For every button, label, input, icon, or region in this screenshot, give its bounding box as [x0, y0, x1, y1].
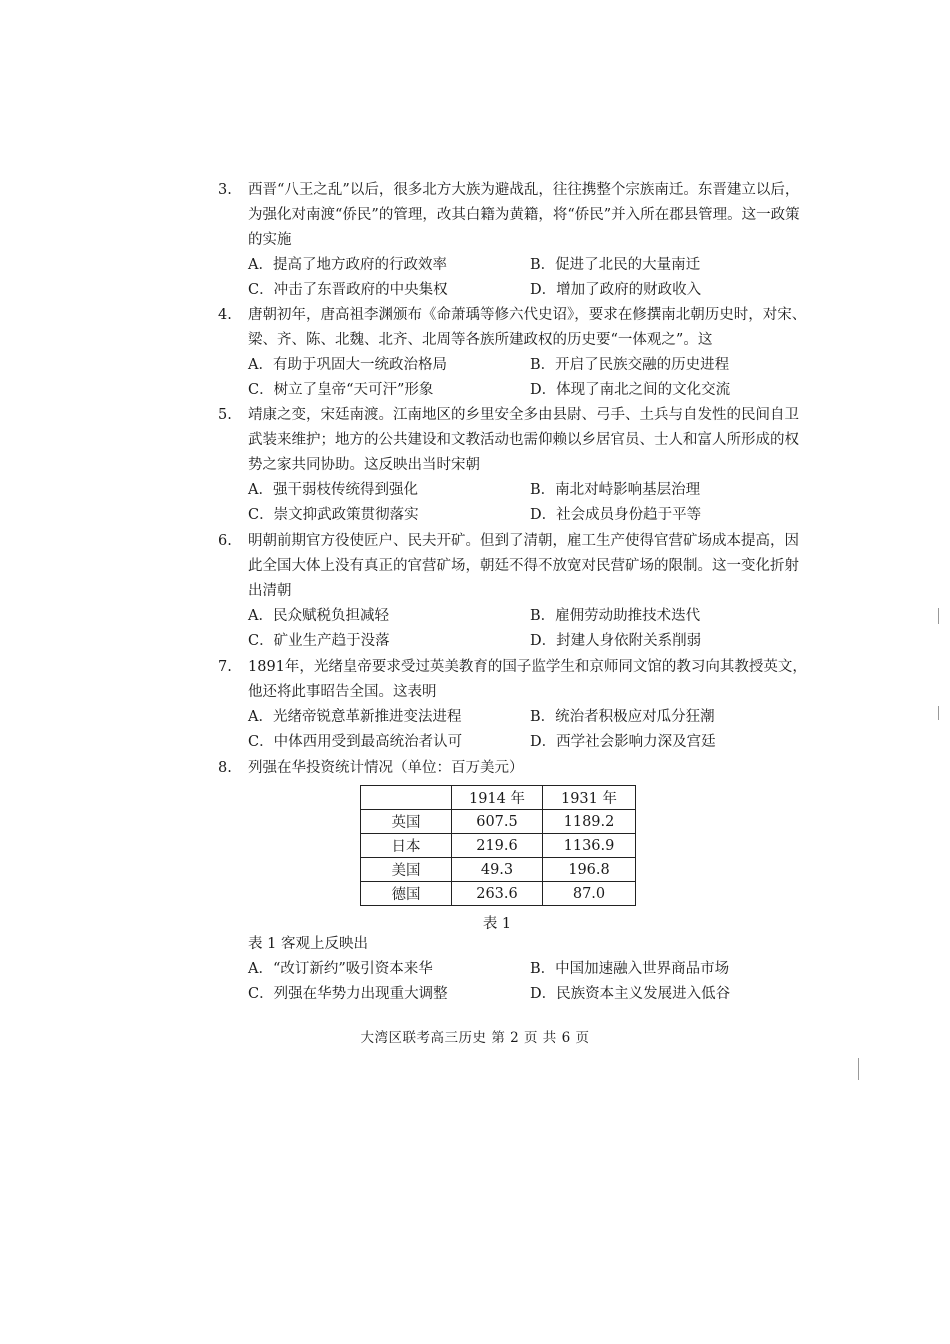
question-number: 8.: [218, 760, 232, 776]
scan-mark: [938, 706, 939, 720]
question-number: 6.: [218, 533, 232, 549]
question-4: [218, 303, 808, 403]
table-header-cell: 1931 年: [543, 786, 636, 810]
investment-table: [360, 785, 636, 906]
option-a: A．有助于巩固大一统政治格局: [248, 357, 447, 373]
option-c: C．矿业生产趋于没落: [248, 633, 390, 649]
option-b: B．雇佣劳动助推技术迭代: [530, 608, 701, 624]
question-6: [218, 529, 808, 654]
option-a: A．光绪帝锐意革新推进变法进程: [248, 709, 462, 725]
question-text: 列强在华投资统计情况（单位：百万美元）: [248, 760, 524, 776]
option-d: D．封建人身依附关系削弱: [530, 633, 702, 649]
question-8: [218, 756, 808, 781]
question-text: 表 1 客观上反映出: [248, 936, 368, 952]
option-a: A．强干弱枝传统得到强化: [248, 482, 418, 498]
question-5: [218, 403, 808, 528]
question-text: 靖康之变，宋廷南渡。江南地区的乡里安全多由县尉、弓手、土兵与自发性的民间自卫武装来维护；地方的公共建设和文教活动也需仰赖以乡居官员、士人和富人所形成的权势之家共同协助。这反映出当时宋朝: [248, 407, 799, 473]
question-7: [218, 655, 808, 755]
page-footer: 大湾区联考高三历史 第 2 页 共 6 页: [360, 1030, 590, 1046]
table-cell: 219.6: [452, 834, 543, 858]
question-3: [218, 178, 808, 303]
table-row: [361, 834, 636, 858]
question-text: 1891年，光绪皇帝要求受过英美教育的国子监学生和京师同文馆的教习向其教授英文，他还将此事昭告全国。这表明: [248, 659, 807, 700]
table-cell: 1136.9: [543, 834, 636, 858]
option-c: C．崇文抑武政策贯彻落实: [248, 507, 419, 523]
table-row: [361, 810, 636, 834]
scan-mark: [938, 608, 939, 624]
option-list: [248, 604, 808, 654]
table-row: [361, 858, 636, 882]
option-list: [248, 353, 808, 403]
option-b: B．中国加速融入世界商品市场: [530, 961, 730, 977]
question-text: 西晋“八王之乱”以后，很多北方大族为避战乱，往往携整个宗族南迁。东晋建立以后，为强化对南渡“侨民”的管理，改其白籍为黄籍，将“侨民”并入所在郡县管理。这一政策的实施: [248, 182, 800, 248]
table-cell: 607.5: [452, 810, 543, 834]
question-8-stem: [218, 932, 808, 1007]
table-cell: 263.6: [452, 882, 543, 906]
question-number: 4.: [218, 307, 232, 323]
scan-mark: [858, 1058, 859, 1080]
question-number: 5.: [218, 407, 232, 423]
table-caption: 表 1: [482, 916, 512, 932]
option-c: C．中体西用受到最高统治者认可: [248, 734, 463, 750]
option-b: B．南北对峙影响基层治理: [530, 482, 701, 498]
option-list: [248, 478, 808, 528]
option-d: D．民族资本主义发展进入低谷: [530, 986, 731, 1002]
option-c: C．列强在华势力出现重大调整: [248, 986, 448, 1002]
table-cell: 87.0: [543, 882, 636, 906]
question-number: 3.: [218, 182, 232, 198]
option-c: C．树立了皇帝“天可汗”形象: [248, 382, 434, 398]
option-b: B．开启了民族交融的历史进程: [530, 357, 730, 373]
table-cell: 196.8: [543, 858, 636, 882]
question-text: 明朝前期官方役使匠户、民夫开矿。但到了清朝，雇工生产使得官营矿场成本提高，因此全国大体上没有真正的官营矿场，朝廷不得不放宽对民营矿场的限制。这一变化折射出清朝: [248, 533, 799, 599]
option-d: D．社会成员身份趋于平等: [530, 507, 702, 523]
table-header-row: [361, 786, 636, 810]
option-b: B．统治者积极应对瓜分狂潮: [530, 709, 715, 725]
option-a: A．“改订新约”吸引资本来华: [248, 961, 433, 977]
option-list: [248, 253, 808, 303]
table-header-cell: 1914 年: [452, 786, 543, 810]
option-a: A．民众赋税负担减轻: [248, 608, 389, 624]
table-cell: 日本: [361, 834, 452, 858]
option-d: D．增加了政府的财政收入: [530, 282, 702, 298]
table-cell: 49.3: [452, 858, 543, 882]
table-cell: 英国: [361, 810, 452, 834]
question-number: 7.: [218, 659, 232, 675]
option-list: [248, 957, 808, 1007]
option-c: C．冲击了东晋政府的中央集权: [248, 282, 448, 298]
question-text: 唐朝初年，唐高祖李渊颁布《命萧瑀等修六代史诏》，要求在修撰南北朝历史时，对宋、梁、齐、陈、北魏、北齐、北周等各族所建政权的历史要“一体观之”。这: [248, 307, 807, 348]
table-row: [361, 882, 636, 906]
option-a: A．提高了地方政府的行政效率: [248, 257, 447, 273]
table-header-cell: [361, 786, 452, 810]
table-cell: 德国: [361, 882, 452, 906]
option-d: D．西学社会影响力深及宫廷: [530, 734, 716, 750]
option-d: D．体现了南北之间的文化交流: [530, 382, 731, 398]
table-cell: 美国: [361, 858, 452, 882]
table-cell: 1189.2: [543, 810, 636, 834]
option-list: [248, 705, 808, 755]
option-b: B．促进了北民的大量南迁: [530, 257, 701, 273]
